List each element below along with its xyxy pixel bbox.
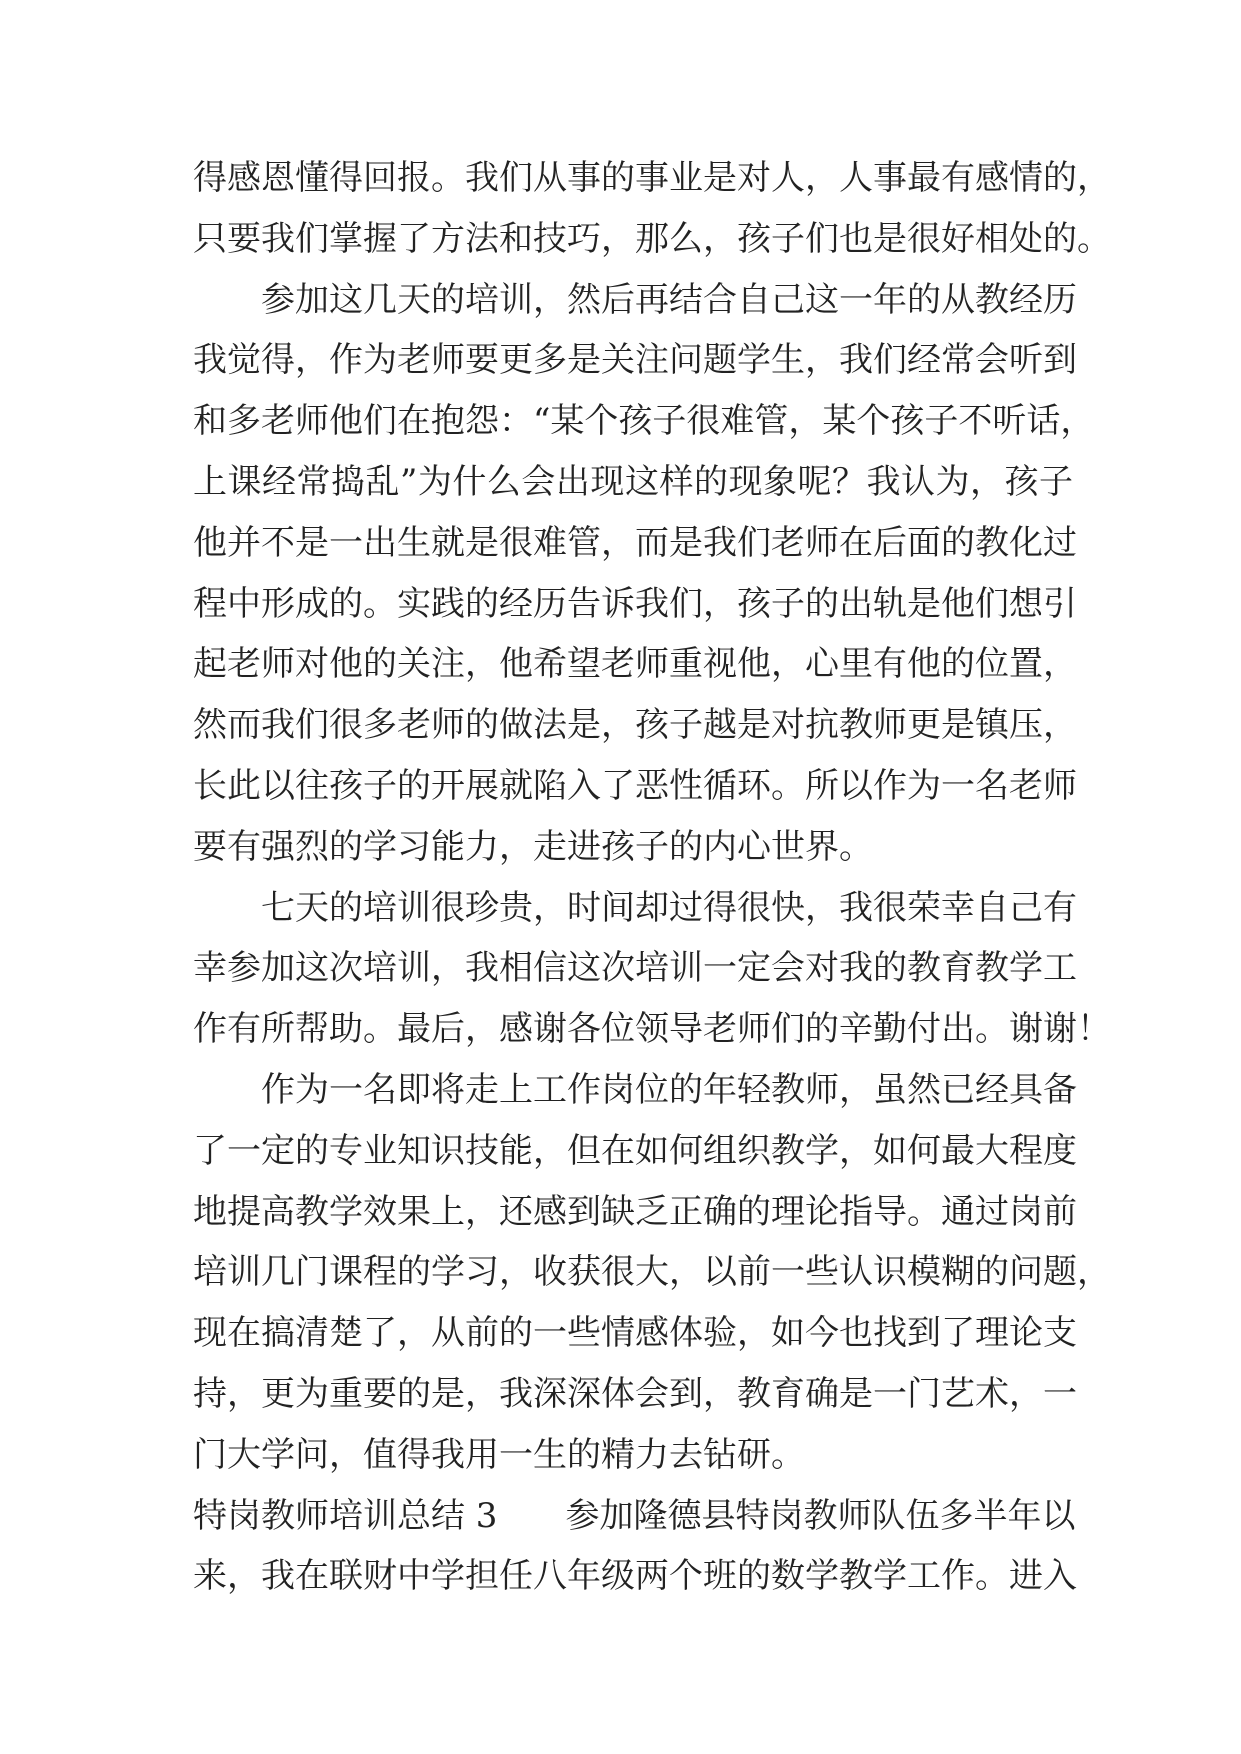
paragraph-last-line: 要有强烈的学习能力，走进孩子的内心世界。 — [193, 826, 873, 867]
text-line: 幸参加这次培训，我相信这次培训一定会对我的教育教学工 — [193, 948, 1077, 989]
text-line: 地提高教学效果上，还感到缺乏正确的理论指导。通过岗前 — [193, 1191, 1077, 1232]
text-line: 来，我在联财中学担任八年级两个班的数学教学工作。进入 — [193, 1556, 1077, 1597]
text-line: 起老师对他的关注，他希望老师重视他，心里有他的位置， — [193, 644, 1077, 685]
text-line: 现在搞清楚了，从前的一些情感体验，如今也找到了理论支 — [193, 1313, 1077, 1354]
paragraph-last-line: 作有所帮助。最后，感谢各位领导老师们的辛勤付出。谢谢！ — [193, 1009, 1111, 1050]
text-line: 得感恩懂得回报。我们从事的事业是对人，人事最有感情的， — [193, 158, 1111, 198]
text-line: 我觉得，作为老师要更多是关注问题学生，我们经常会听到 — [193, 340, 1077, 381]
text-line: 程中形成的。实践的经历告诉我们，孩子的出轨是他们想引 — [193, 583, 1077, 624]
text-line: 然而我们很多老师的做法是，孩子越是对抗教师更是镇压， — [193, 705, 1077, 746]
section-heading-line: 特岗教师培训总结 3 参加隆德县特岗教师队伍多半年以 — [193, 1495, 1076, 1536]
paragraph-first-line: 七天的培训很珍贵，时间却过得很快，我很荣幸自己有 — [261, 887, 1077, 928]
paragraph-last-line: 门大学问，值得我用一生的精力去钻研。 — [193, 1434, 805, 1475]
text-line: 和多老师他们在抱怨：“某个孩子很难管，某个孩子不听话， — [193, 401, 1095, 442]
paragraph-first-line: 作为一名即将走上工作岗位的年轻教师，虽然已经具备 — [261, 1069, 1077, 1110]
text-line: 长此以往孩子的开展就陷入了恶性循环。所以作为一名老师 — [193, 765, 1077, 806]
text-line: 持，更为重要的是，我深深体会到，教育确是一门艺术，一 — [193, 1373, 1077, 1414]
text-line: 他并不是一出生就是很难管，而是我们老师在后面的教化过 — [193, 522, 1077, 563]
text-line: 上课经常捣乱”为什么会出现这样的现象呢？我认为，孩子 — [193, 461, 1073, 502]
text-line: 培训几门课程的学习，收获很大，以前一些认识模糊的问题， — [193, 1252, 1111, 1293]
body-text — [193, 148, 1111, 1607]
paragraph-first-line: 参加这几天的培训，然后再结合自己这一年的从教经历 — [261, 279, 1077, 320]
text-line: 了一定的专业知识技能，但在如何组织教学，如何最大程度 — [193, 1130, 1077, 1171]
text-line: 只要我们掌握了方法和技巧，那么，孩子们也是很好相处的。 — [193, 218, 1111, 259]
